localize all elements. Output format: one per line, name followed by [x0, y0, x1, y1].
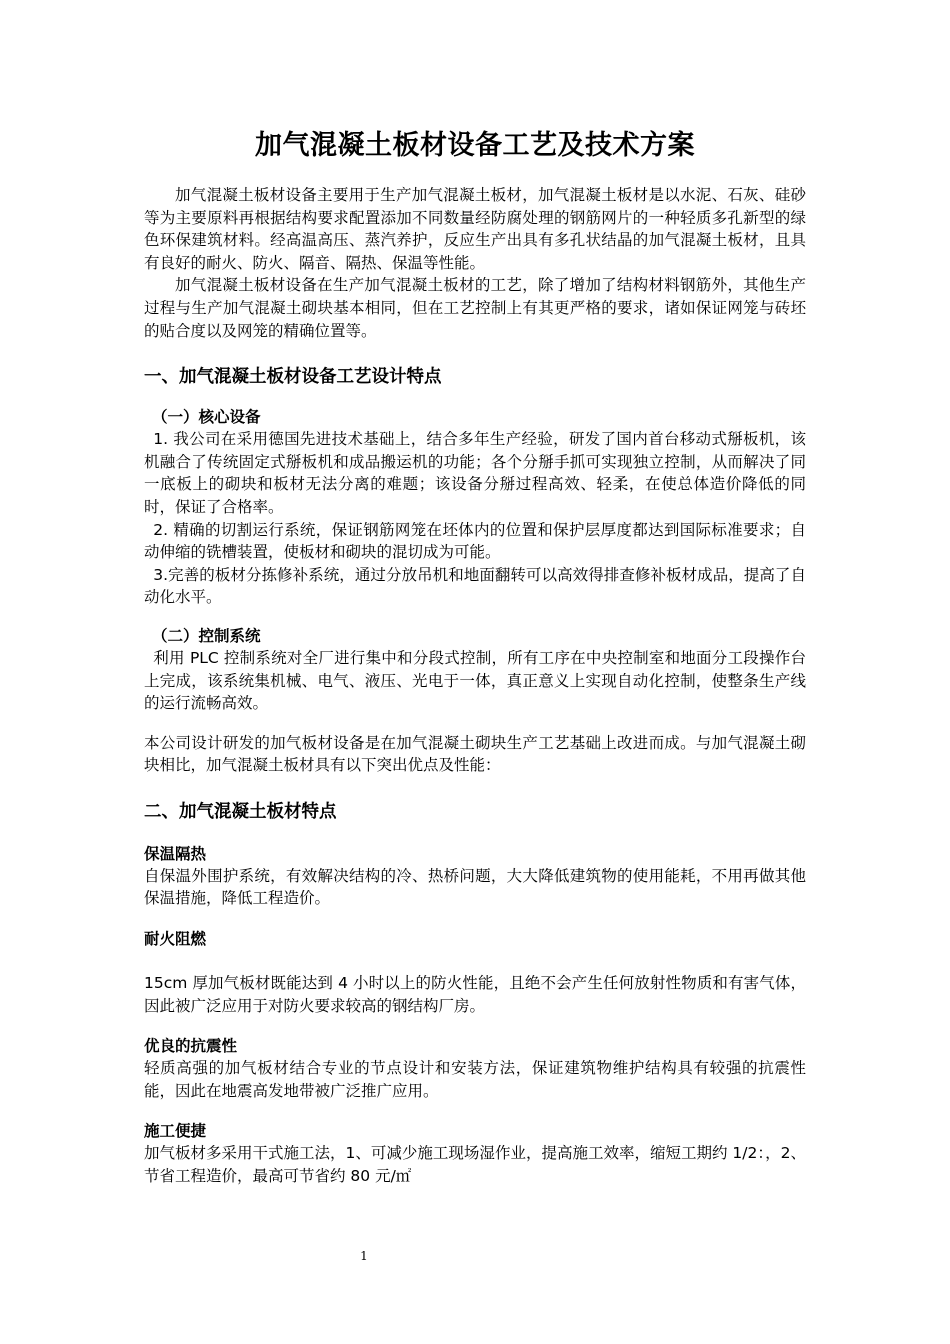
page-number: 1: [360, 1249, 368, 1263]
document-body: [144, 126, 806, 1188]
document-title: 加气混凝土板材设备工艺及技术方案: [255, 130, 695, 161]
core-equipment-item-2: 2. 精确的切割运行系统，保证钢筋网笼在坯体内的位置和保护层厚度都达到国际标准要求；自动伸缩的铣槽装置，使板材和砌块的混切成为可能。: [144, 520, 806, 562]
control-system-paragraph: 利用 PLC 控制系统对全厂进行集中和分段式控制，所有工序在中央控制室和地面分工段操作台上完成，该系统集机械、电气、液压、光电于一体，真正意义上实现自动化控制，使整条生产线的运行流畅高效。: [144, 648, 806, 713]
intro-paragraph-2: 加气混凝土板材设备在生产加气混凝土板材的工艺，除了增加了结构材料钢筋外，其他生产过程与生产加气混凝土砌块基本相同，但在工艺控制上有其更严格的要求，诸如保证网笼与砖坯的贴合度以及网笼的精确位置等。: [144, 276, 806, 340]
feature-heading-insulation: 保温隔热: [144, 844, 207, 863]
intro-paragraph-1: 加气混凝土板材设备主要用于生产加气混凝土板材，加气混凝土板材是以水泥、石灰、硅砂等为主要原料再根据结构要求配置添加不同数量经防腐处理的钢筋网片的一种轻质多孔新型的绿色环保建筑材料。经高温高压、蒸汽养护，反应生产出具有多孔状结晶的加气混凝土板材，且具有良好的耐火、防火、隔音、隔热、保温等性能。: [144, 186, 806, 272]
feature-heading-construction: 施工便捷: [144, 1122, 207, 1141]
feature-heading-fire-resistance: 耐火阻燃: [144, 930, 207, 949]
section-2-heading: 二、加气混凝土板材特点: [144, 801, 337, 822]
core-equipment-item-3: 3.完善的板材分拣修补系统，通过分放吊机和地面翻转可以高效得排查修补板材成品，提高了自动化水平。: [144, 565, 806, 607]
core-equipment-item-1: 1. 我公司在采用德国先进技术基础上，结合多年生产经验，研发了国内首台移动式掰板机，该机融合了传统固定式掰板机和成品搬运机的功能；各个分掰手抓可实现独立控制，从而解决了同一底板上的砌块和板材无法分离的难题；该设备分掰过程高效、轻柔，在使总体造价降低的同时，保证了合格率。: [144, 430, 806, 516]
feature-body-insulation: 自保温外围护系统，有效解决结构的冷、热桥问题，大大降低建筑物的使用能耗，不用再做其他保温措施，降低工程造价。: [144, 866, 806, 908]
subsection-core-equipment-heading: （一）核心设备: [152, 408, 261, 427]
page-footer: [0, 1248, 950, 1264]
feature-body-seismic: 轻质高强的加气板材结合专业的节点设计和安装方法，保证建筑物维护结构具有较强的抗震性能，因此在地震高发地带被广泛推广应用。: [144, 1059, 806, 1100]
section-1-closing-paragraph: 本公司设计研发的加气板材设备是在加气混凝土砌块生产工艺基础上改进而成。与加气混凝土砌块相比，加气混凝土板材具有以下突出优点及性能：: [144, 733, 806, 775]
subsection-control-system-heading: （二）控制系统: [152, 626, 261, 645]
feature-body-fire-resistance: 15cm 厚加气板材既能达到 4 小时以上的防火性能，且绝不会产生任何放射性物质和有害气体，因此被广泛应用于对防火要求较高的钢结构厂房。: [144, 974, 806, 1015]
section-1-heading: 一、加气混凝土板材设备工艺设计特点: [144, 367, 442, 388]
feature-heading-seismic: 优良的抗震性: [144, 1037, 238, 1056]
feature-body-construction: 加气板材多采用干式施工法，1、可减少施工现场湿作业，提高施工效率，缩短工期约 1/2：，2、节省工程造价，最高可节省约 80 元/㎡: [144, 1144, 806, 1186]
